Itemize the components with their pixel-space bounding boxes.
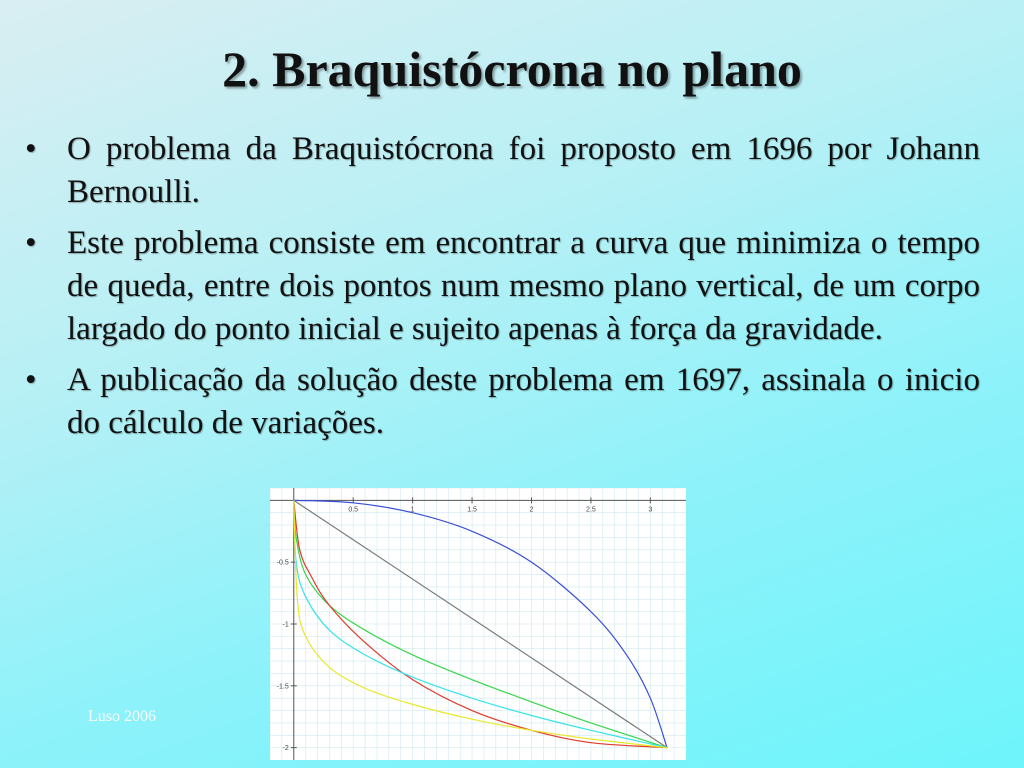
x-tick-label: 3 bbox=[648, 506, 653, 514]
bullet-item bbox=[25, 128, 980, 214]
brachistochrone-plot bbox=[270, 488, 686, 760]
y-tick-label: -0.5 bbox=[276, 559, 289, 567]
bullet-item bbox=[25, 359, 980, 445]
y-tick-label: -1.5 bbox=[276, 683, 289, 691]
slide-title: 2. Braquistócrona no plano bbox=[222, 41, 802, 97]
bullet-dot: • bbox=[25, 131, 37, 167]
bullet-dot: • bbox=[25, 362, 37, 398]
x-tick-label: 0.5 bbox=[348, 506, 359, 514]
bullet-item bbox=[25, 222, 980, 351]
bullet-text: O problema da Braquistócrona foi proposto em 1696 por Johann Bernoulli. bbox=[67, 131, 980, 210]
bullet-dot: • bbox=[25, 225, 37, 261]
bullet-list bbox=[25, 128, 980, 453]
bullet-text: A publicação da solução deste problema em 1697, assinala o inicio do cálculo de variações. bbox=[67, 362, 980, 441]
footer-text: Luso 2006 bbox=[88, 708, 156, 725]
x-tick-label: 1 bbox=[410, 506, 415, 514]
y-tick-label: -2 bbox=[282, 745, 289, 753]
plot-svg bbox=[270, 488, 686, 760]
x-tick-label: 1.5 bbox=[467, 506, 477, 514]
y-tick-label: -1 bbox=[282, 621, 289, 629]
bullet-text: Este problema consiste em encontrar a curva que minimiza o tempo de queda, entre dois pontos num mesmo plano vertical, de um corpo largado do ponto inicial e sujeito apenas à força da gravidade. bbox=[67, 225, 980, 347]
x-tick-label: 2 bbox=[529, 506, 534, 514]
x-tick-label: 2.5 bbox=[586, 506, 596, 514]
